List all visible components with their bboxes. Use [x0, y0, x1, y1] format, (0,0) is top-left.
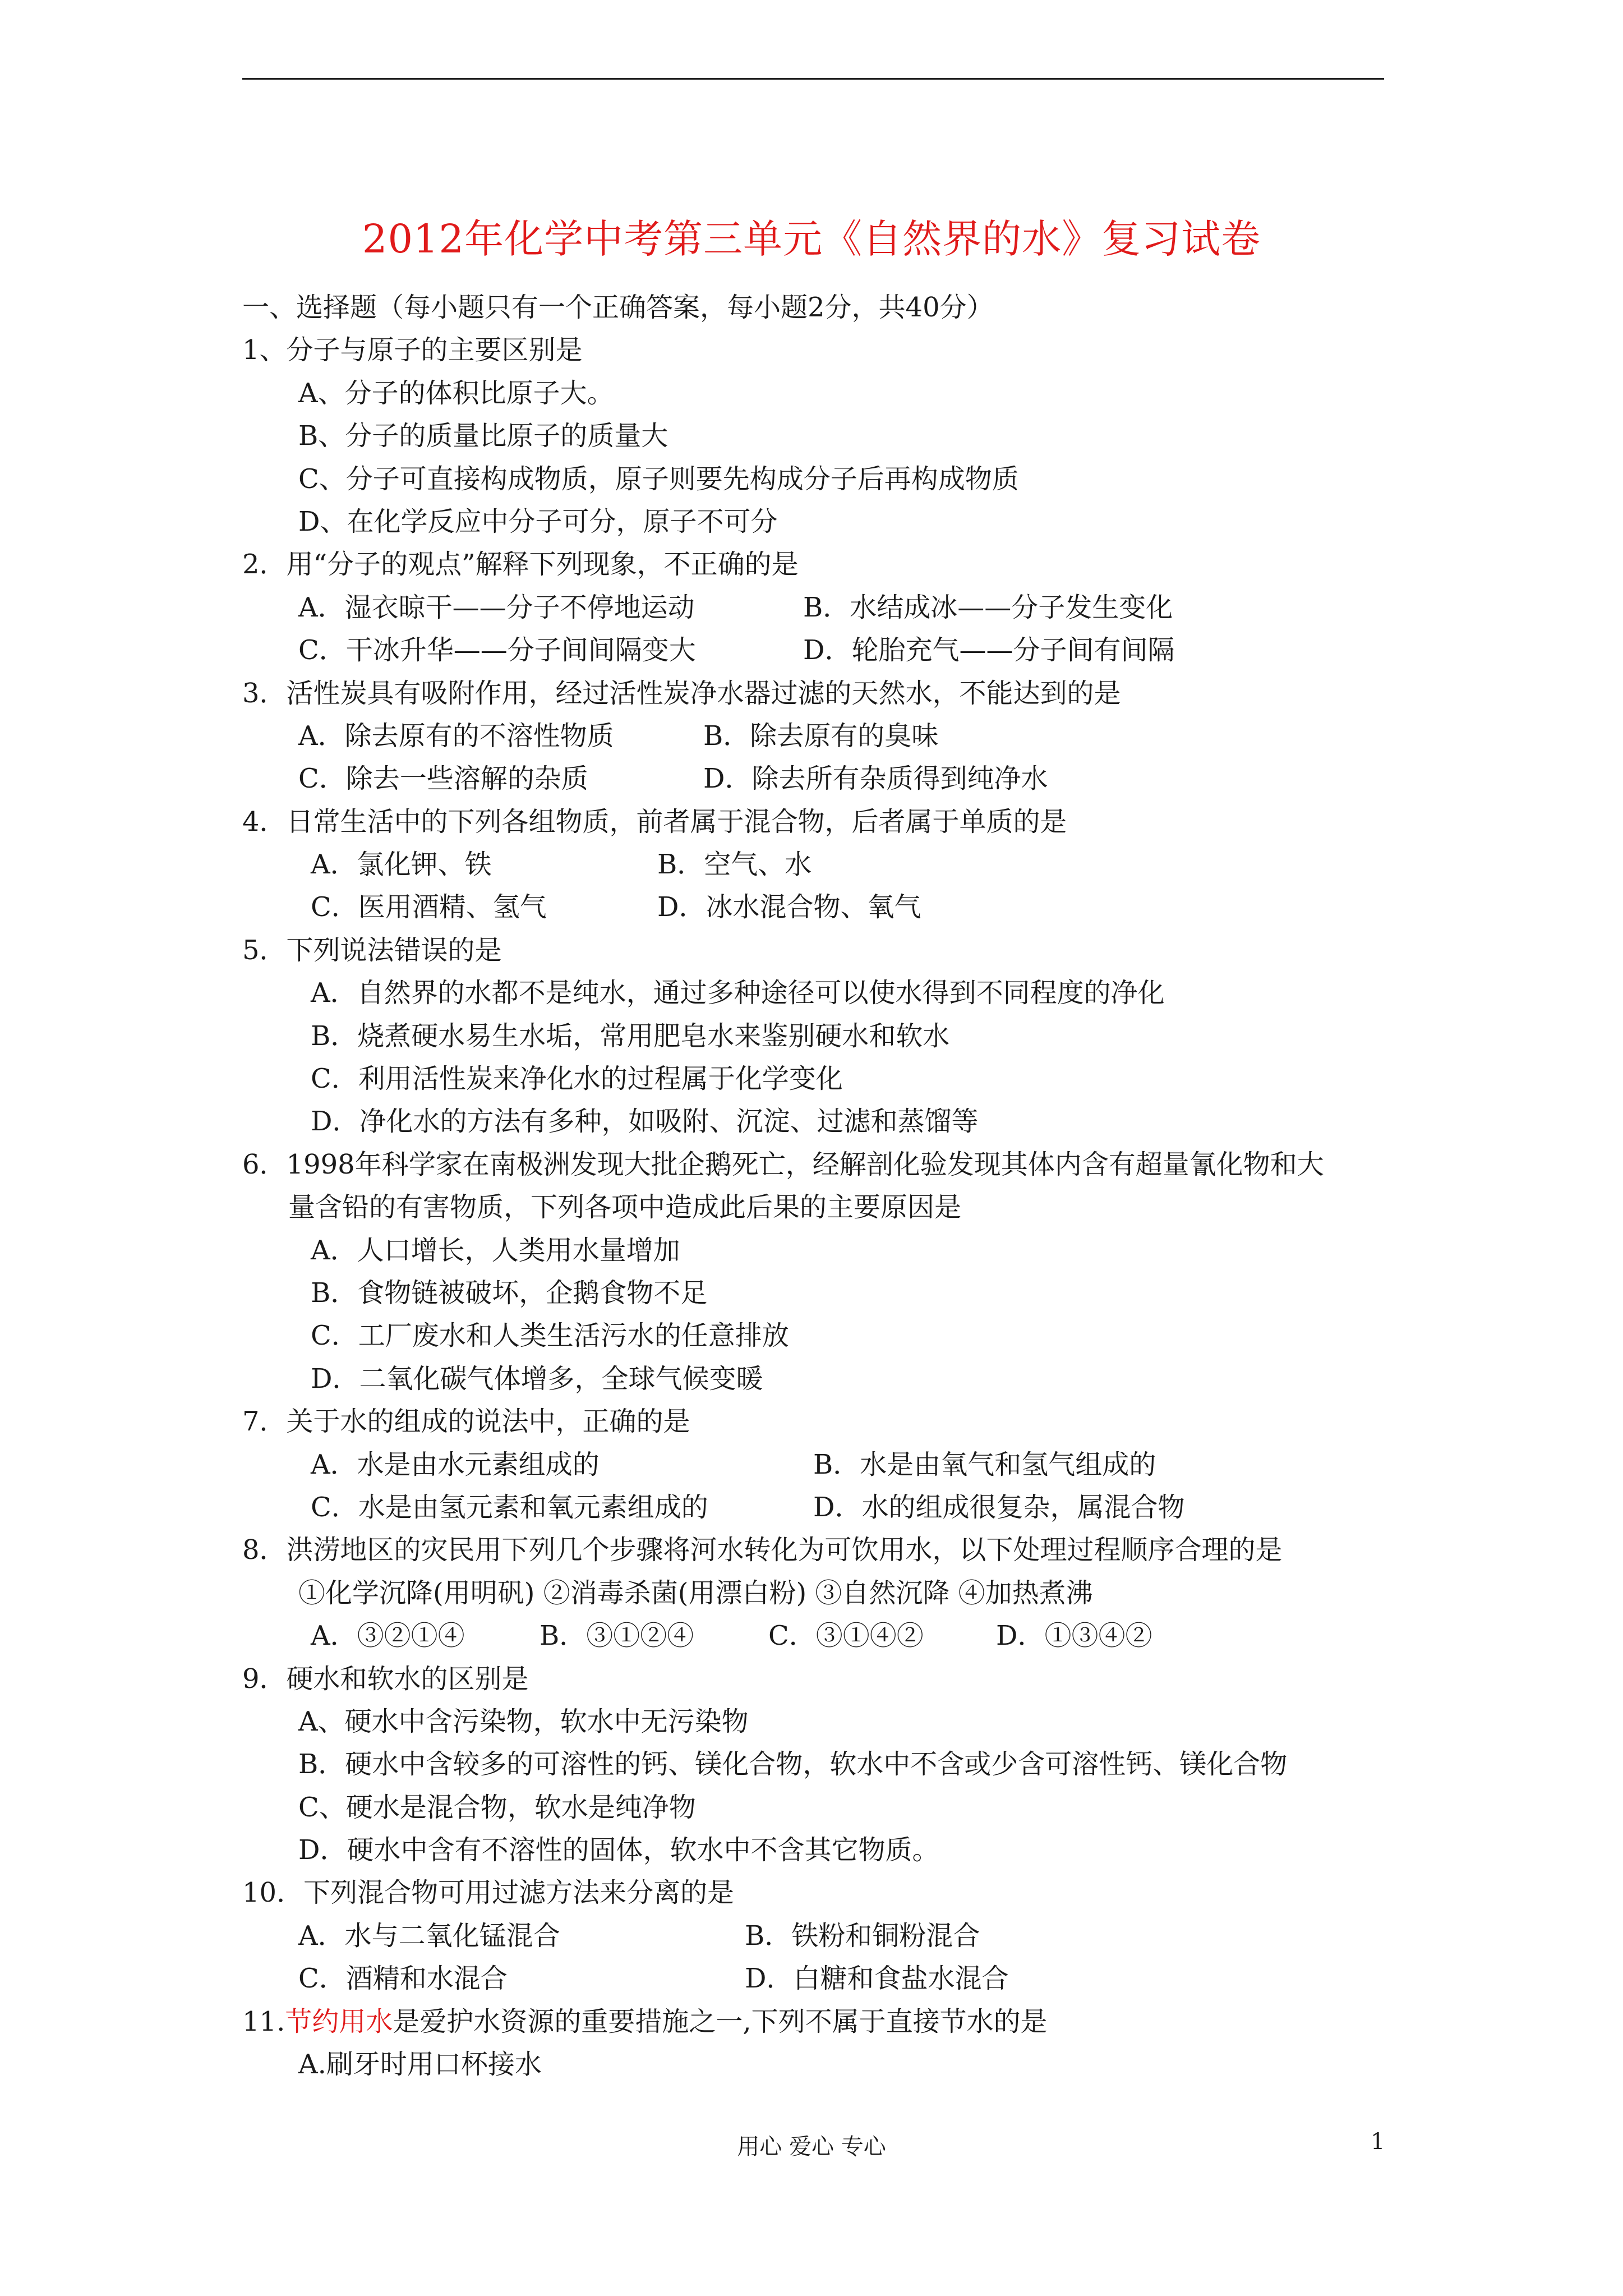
- question-8-steps: ①化学沉降(用明矾) ②消毒杀菌(用漂白粉) ③自然沉降 ④加热煮沸: [298, 1577, 1093, 1609]
- question-7-option-a: A．水是由水元素组成的: [311, 1448, 600, 1480]
- question-3-option-a: A．除去原有的不溶性物质: [298, 720, 614, 752]
- question-6-stem: 6．1998年科学家在南极洲发现大批企鹅死亡，经解剖化验发现其体内含有超量氰化物和大: [242, 1148, 1324, 1180]
- question-7-row-1: [242, 1443, 1386, 1486]
- question-1-option-c: C、分子可直接构成物质，原子则要先构成分子后再构成物质: [298, 463, 1019, 495]
- question-8-option-a: A．③②①④: [311, 1620, 465, 1652]
- question-9-option-b: B．硬水中含较多的可溶性的钙、镁化合物，软水中不含或少含可溶性钙、镁化合物: [298, 1749, 1288, 1780]
- question-6-stem-cont: 量含铅的有害物质，下列各项中造成此后果的主要原因是: [288, 1191, 962, 1223]
- question-7-option-d: D．水的组成很复杂，属混合物: [813, 1491, 1185, 1523]
- question-4-option-b: B．空气、水: [657, 849, 812, 881]
- question-7-option-c: C．水是由氢元素和氧元素组成的: [311, 1491, 708, 1523]
- question-3-option-c: C．除去一些溶解的杂质: [298, 763, 588, 795]
- question-10-option-c: C．酒精和水混合: [298, 1963, 508, 1995]
- page-title: 2012年化学中考第三单元《自然界的水》复习试卷: [362, 216, 1261, 262]
- question-2-option-b: B．水结成冰——分子发生变化: [803, 591, 1173, 623]
- question-5-option-b: B．烧煮硬水易生水垢，常用肥皂水来鉴别硬水和软水: [311, 1020, 950, 1052]
- question-8-options-row: [242, 1614, 1386, 1657]
- question-5-option-a: A．自然界的水都不是纯水，通过多种途径可以使水得到不同程度的净化: [311, 977, 1165, 1009]
- question-2-option-d: D．轮胎充气——分子间有间隔: [803, 634, 1175, 666]
- question-2-option-a: A．湿衣晾干——分子不停地运动: [298, 591, 695, 623]
- question-4-option-c: C．医用酒精、氢气: [311, 891, 547, 923]
- question-10-option-a: A．水与二氧化锰混合: [298, 1920, 560, 1952]
- question-10-stem: 10．下列混合物可用过滤方法来分离的是: [242, 1877, 735, 1909]
- question-3-row-2: [242, 757, 1386, 800]
- question-3-option-d: D．除去所有杂质得到纯净水: [703, 763, 1048, 795]
- question-2-stem: 2．用“分子的观点”解释下列现象，不正确的是: [242, 549, 799, 581]
- question-6-option-b: B．食物链被破坏，企鹅食物不足: [311, 1277, 708, 1309]
- question-7-stem: 7．关于水的组成的说法中，正确的是: [242, 1406, 690, 1438]
- question-9-stem: 9．硬水和软水的区别是: [242, 1663, 529, 1695]
- question-4-option-d: D．冰水混合物、氧气: [657, 891, 921, 923]
- question-10-option-b: B．铁粉和铜粉混合: [745, 1920, 980, 1952]
- header-rule: [242, 78, 1384, 80]
- question-9-option-c: C、硬水是混合物，软水是纯净物: [298, 1791, 696, 1823]
- question-6-option-d: D．二氧化碳气体增多，全球气候变暖: [311, 1363, 763, 1395]
- question-11-stem-rest: 是爱护水资源的重要措施之一,下列不属于直接节水的是: [393, 2005, 1048, 2037]
- question-8-option-c: C．③①④②: [768, 1620, 924, 1652]
- question-1-option-d: D、在化学反应中分子可分，原子不可分: [298, 505, 778, 537]
- question-3-row-1: [242, 715, 1386, 757]
- question-list: [242, 286, 1386, 2086]
- question-4-option-a: A．氯化钾、铁: [311, 849, 492, 881]
- question-6-option-a: A．人口增长，人类用水量增加: [311, 1234, 680, 1266]
- question-2-option-c: C．干冰升华——分子间间隔变大: [298, 634, 696, 666]
- question-5-option-c: C．利用活性炭来净化水的过程属于化学变化: [311, 1063, 843, 1095]
- question-3-stem: 3．活性炭具有吸附作用，经过活性炭净水器过滤的天然水，不能达到的是: [242, 677, 1121, 709]
- page-number: 1: [1371, 2129, 1385, 2155]
- page-footer: 用心 爱心 专心: [737, 2134, 886, 2160]
- question-4-row-2: [242, 886, 1386, 928]
- question-4-row-1: [242, 843, 1386, 886]
- section-heading: 一、选择题（每小题只有一个正确答案，每小题2分，共40分）: [242, 292, 994, 323]
- question-11-number: 11.: [242, 2005, 285, 2037]
- question-8-option-d: D．①③④②: [996, 1620, 1152, 1652]
- question-2-row-2: [242, 629, 1386, 671]
- question-4-stem: 4．日常生活中的下列各组物质，前者属于混合物，后者属于单质的是: [242, 806, 1067, 838]
- question-10-row-2: [242, 1957, 1386, 2000]
- question-8-option-b: B．③①②④: [540, 1620, 694, 1652]
- question-5-stem: 5．下列说法错误的是: [242, 934, 502, 966]
- question-7-row-2: [242, 1486, 1386, 1529]
- question-1-option-b: B、分子的质量比原子的质量大: [298, 420, 668, 452]
- question-7-option-b: B．水是由氧气和氢气组成的: [813, 1448, 1156, 1480]
- question-1-option-a: A、分子的体积比原子大。: [298, 377, 614, 409]
- question-5-option-d: D．净化水的方法有多种，如吸附、沉淀、过滤和蒸馏等: [311, 1106, 979, 1138]
- question-2-row-1: [242, 586, 1386, 629]
- question-3-option-b: B．除去原有的臭味: [703, 720, 939, 752]
- question-9-option-a: A、硬水中含污染物，软水中无污染物: [298, 1705, 749, 1737]
- question-11-stem: [242, 2000, 1386, 2043]
- question-1-stem: 1、分子与原子的主要区别是: [242, 334, 583, 366]
- question-8-stem: 8．洪涝地区的灾民用下列几个步骤将河水转化为可饮用水，以下处理过程顺序合理的是: [242, 1534, 1283, 1566]
- question-10-option-d: D．白糖和食盐水混合: [745, 1963, 1009, 1995]
- question-6-option-c: C．工厂废水和人类生活污水的任意排放: [311, 1320, 789, 1352]
- question-11-option-a: A.刷牙时用口杯接水: [298, 2049, 542, 2081]
- question-11-highlight: 节约用水: [285, 2005, 393, 2037]
- question-9-option-d: D．硬水中含有不溶性的固体，软水中不含其它物质。: [298, 1834, 939, 1866]
- question-10-row-1: [242, 1915, 1386, 1957]
